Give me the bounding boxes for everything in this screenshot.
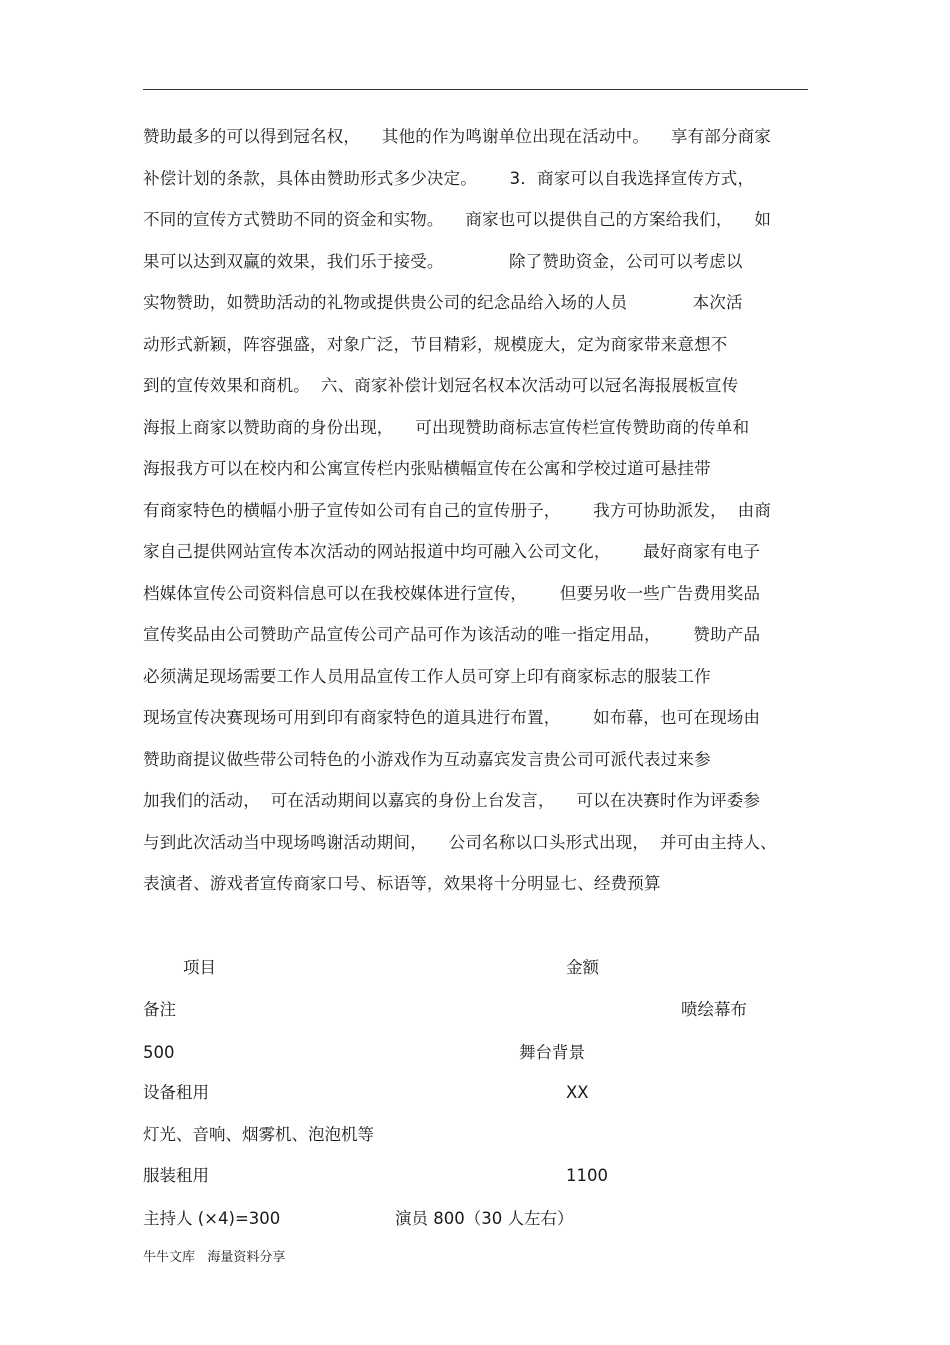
body-line-3: 不同的宣传方式赞助不同的资金和实物。 商家也可以提供自己的方案给我们， 如 <box>143 210 772 229</box>
table-row3-item: 服装租用 <box>143 1166 209 1185</box>
body-line-5: 实物赞助，如赞助活动的礼物或提供贵公司的纪念品给入场的人员 本次活 <box>143 293 743 312</box>
body-line-7: 到的宣传效果和商机。 六、商家补偿计划冠名权本次活动可以冠名海报展板宣传 <box>143 376 739 395</box>
body-line-11: 家自己提供网站宣传本次活动的网站报道中均可融入公司文化， 最好商家有电子 <box>143 542 761 561</box>
table-header-item: 项目 <box>183 958 216 977</box>
body-line-14: 必须满足现场需要工作人员用品宣传工作人员可穿上印有商家标志的服装工作 <box>143 667 711 686</box>
table-row3-amount: 1100 <box>566 1166 608 1185</box>
table-row1-item: 喷绘幕布 <box>681 1000 747 1019</box>
table-row2-item: 设备租用 <box>143 1083 209 1102</box>
table-header-amount: 金额 <box>566 958 599 977</box>
table-row2-amount: XX <box>566 1083 589 1102</box>
body-line-12: 档媒体宣传公司资料信息可以在我校媒体进行宣传， 但要另收一些广告费用奖品 <box>143 584 761 603</box>
body-line-6: 动形式新颖，阵容强盛，对象广泛，节目精彩，规模庞大，定为商家带来意想不 <box>143 335 728 354</box>
body-line-4: 果可以达到双赢的效果，我们乐于接受。 除了赞助资金，公司可以考虑以 <box>143 252 743 271</box>
body-line-18: 与到此次活动当中现场鸣谢活动期间， 公司名称以口头形式出现， 并可由主持人、 <box>143 833 777 852</box>
body-line-1: 赞助最多的可以得到冠名权， 其他的作为鸣谢单位出现在活动中。 享有部分商家 <box>143 127 772 146</box>
table-row3-note-b: 演员 800（30 人左右） <box>395 1209 574 1228</box>
body-line-10: 有商家特色的横幅小册子宣传如公司有自己的宣传册子， 我方可协助派发， 由商 <box>143 501 772 520</box>
table-header-note: 备注 <box>143 1000 176 1019</box>
body-line-2: 补偿计划的条款，具体由赞助形式多少决定。 3．商家可以自我选择宣传方式， <box>143 169 755 188</box>
body-line-17: 加我们的活动， 可在活动期间以嘉宾的身份上台发言， 可以在决赛时作为评委参 <box>143 791 761 810</box>
table-row3-note-a: 主持人 (×4)=300 <box>143 1209 281 1228</box>
table-row1-amount: 500 <box>143 1043 175 1062</box>
body-line-15: 现场宣传决赛现场可用到印有商家特色的道具进行布置， 如布幕，也可在现场由 <box>143 708 761 727</box>
table-row1-note: 舞台背景 <box>519 1043 585 1062</box>
page-footer: 牛牛文库 海量资料分享 <box>143 1250 286 1265</box>
body-line-19: 表演者、游戏者宣传商家口号、标语等，效果将十分明显七、经费预算 <box>143 874 661 893</box>
body-line-16: 赞助商提议做些带公司特色的小游戏作为互动嘉宾发言贵公司可派代表过来参 <box>143 750 711 769</box>
header-rule <box>143 89 808 90</box>
table-row2-note: 灯光、音响、烟雾机、泡泡机等 <box>143 1125 374 1144</box>
body-line-9: 海报我方可以在校内和公寓宣传栏内张贴横幅宣传在公寓和学校过道可悬挂带 <box>143 459 711 478</box>
body-line-8: 海报上商家以赞助商的身份出现， 可出现赞助商标志宣传栏宣传赞助商的传单和 <box>143 418 750 437</box>
body-line-13: 宣传奖品由公司赞助产品宣传公司产品可作为该活动的唯一指定用品， 赞助产品 <box>143 625 761 644</box>
